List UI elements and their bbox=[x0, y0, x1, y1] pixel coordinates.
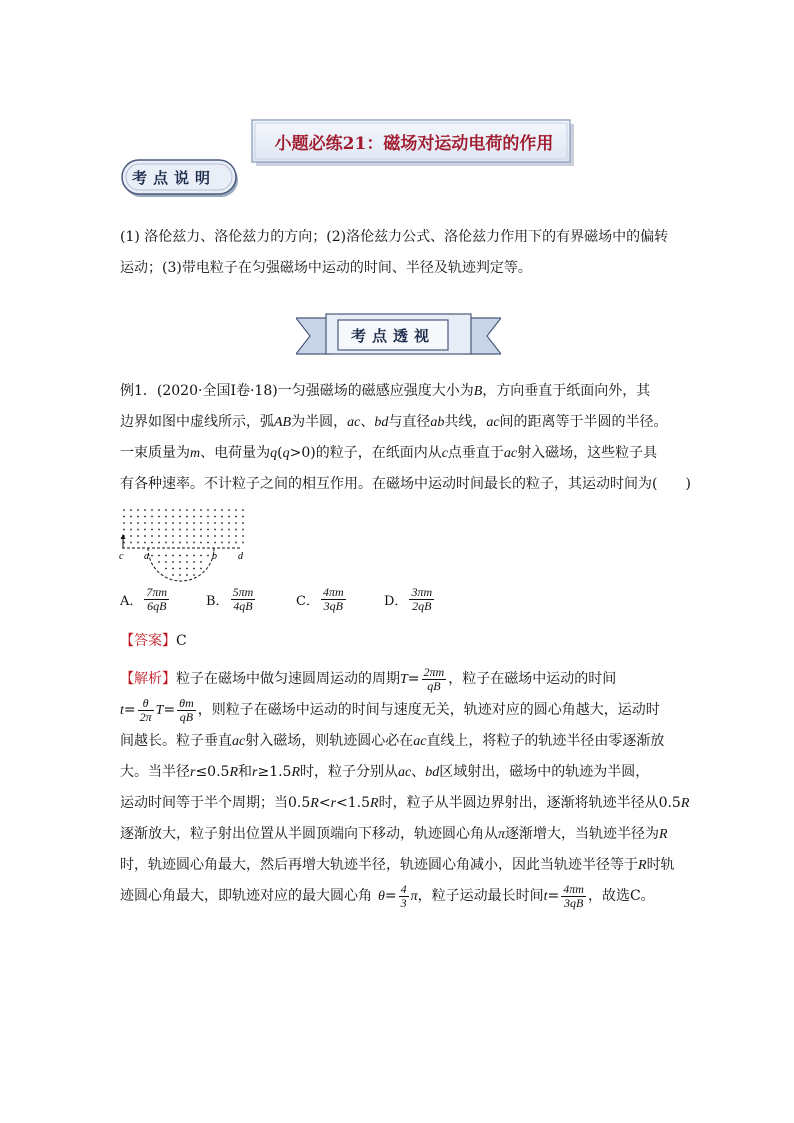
field-dot bbox=[130, 516, 132, 518]
field-dot bbox=[193, 535, 195, 537]
field-dot bbox=[235, 535, 237, 537]
field-dot bbox=[207, 516, 209, 518]
field-dot bbox=[242, 542, 244, 544]
field-dot bbox=[158, 535, 160, 537]
field-dot bbox=[214, 535, 216, 537]
field-dot bbox=[186, 574, 188, 576]
field-dot bbox=[207, 555, 209, 557]
field-dot bbox=[193, 529, 195, 531]
field-dot bbox=[179, 568, 181, 570]
question-line-2: 边界如图中虚线所示，弧AB为半圆，ac、bd与直径ab共线，ac间的距离等于半圆的半径。 bbox=[120, 414, 668, 430]
analysis-line-3: 间越长。粒子垂直ac射入磁场，则轨迹圆心必在ac直线上，将粒子的轨迹半径由零逐渐放 bbox=[120, 733, 665, 749]
field-dot bbox=[221, 529, 223, 531]
field-dot bbox=[186, 535, 188, 537]
field-dot bbox=[137, 542, 139, 544]
field-dot bbox=[144, 542, 146, 544]
field-dot bbox=[165, 529, 167, 531]
field-dot bbox=[200, 529, 202, 531]
field-dot bbox=[186, 561, 188, 563]
field-dot bbox=[165, 522, 167, 524]
field-dot bbox=[214, 529, 216, 531]
analysis-line-4: 大。当半径r≤0.5R和r≥1.5R时，粒子分别从ac、bd区域射出，磁场中的轨迹为半圆， bbox=[120, 764, 650, 780]
magnetic-field-figure bbox=[116, 504, 252, 582]
field-dot bbox=[158, 516, 160, 518]
field-dot bbox=[144, 509, 146, 511]
field-dot bbox=[172, 555, 174, 557]
field-dot bbox=[158, 561, 160, 563]
badge-explain bbox=[120, 158, 242, 202]
explain-line-1: (1) 洛伦兹力、洛伦兹力的方向；(2)洛伦兹力公式、洛伦兹力作用下的有界磁场中的偏转 bbox=[120, 229, 669, 245]
field-dot bbox=[200, 568, 202, 570]
field-dot bbox=[172, 574, 174, 576]
label-c: c bbox=[119, 551, 124, 562]
field-dot bbox=[193, 516, 195, 518]
field-dot bbox=[186, 516, 188, 518]
badge-analysis bbox=[296, 312, 501, 360]
field-dot bbox=[123, 509, 125, 511]
field-dot bbox=[186, 509, 188, 511]
example-question bbox=[120, 376, 690, 500]
field-dot bbox=[179, 561, 181, 563]
badge-explain-label: 考点说明 bbox=[132, 169, 217, 187]
field-dot bbox=[193, 542, 195, 544]
field-dot bbox=[165, 509, 167, 511]
field-dot bbox=[193, 561, 195, 563]
question-line-1: 例1．(2020·全国Ⅰ卷·18)一匀强磁场的磁感应强度大小为B，方向垂直于纸面向外，其 bbox=[120, 383, 651, 399]
field-dot bbox=[179, 555, 181, 557]
field-dot bbox=[179, 542, 181, 544]
field-dot bbox=[123, 516, 125, 518]
question-line-3: 一束质量为m、电荷量为q(q>0)的粒子，在纸面内从c点垂直于ac射入磁场，这些粒子具 bbox=[120, 445, 658, 461]
field-dot bbox=[137, 522, 139, 524]
field-dot bbox=[207, 529, 209, 531]
analysis-line-5: 运动时间等于半个周期；当0.5R<r<1.5R时，粒子从半圆边界射出，逐渐将轨迹半径从0.5R bbox=[120, 795, 690, 811]
field-dot bbox=[158, 522, 160, 524]
field-dot bbox=[130, 529, 132, 531]
field-dot bbox=[242, 509, 244, 511]
field-dot bbox=[186, 568, 188, 570]
field-dot bbox=[137, 535, 139, 537]
field-dot bbox=[151, 542, 153, 544]
field-dot bbox=[144, 516, 146, 518]
field-dot bbox=[165, 542, 167, 544]
field-dot bbox=[130, 542, 132, 544]
field-dot bbox=[207, 522, 209, 524]
field-dot bbox=[144, 535, 146, 537]
field-dot bbox=[235, 509, 237, 511]
field-dot bbox=[172, 535, 174, 537]
field-dot bbox=[151, 555, 153, 557]
field-dot bbox=[172, 568, 174, 570]
field-dot bbox=[228, 516, 230, 518]
label-d: d bbox=[238, 551, 243, 562]
field-dot bbox=[165, 561, 167, 563]
label-a: a bbox=[144, 551, 149, 562]
field-dot bbox=[242, 529, 244, 531]
field-dot bbox=[186, 555, 188, 557]
field-dot bbox=[235, 529, 237, 531]
field-dot bbox=[207, 509, 209, 511]
field-dot bbox=[214, 522, 216, 524]
question-line-4: 有各种速率。不计粒子之间的相互作用。在磁场中运动时间最长的粒子，其运动时间为( ) bbox=[120, 476, 691, 492]
field-dot bbox=[123, 529, 125, 531]
field-dot bbox=[172, 516, 174, 518]
field-dot bbox=[221, 535, 223, 537]
field-dot bbox=[221, 509, 223, 511]
field-dot bbox=[221, 542, 223, 544]
field-dot bbox=[200, 516, 202, 518]
field-dot bbox=[137, 529, 139, 531]
analysis-line-7: 时，轨迹圆心角最大，然后再增大轨迹半径，轨迹圆心角减小，因此当轨迹半径等于R时轨 bbox=[120, 857, 675, 873]
field-dot bbox=[242, 516, 244, 518]
answer-tag: 【答案】 bbox=[120, 633, 176, 649]
field-dot bbox=[137, 516, 139, 518]
field-dot bbox=[214, 516, 216, 518]
semicircle-arc bbox=[148, 548, 214, 581]
answer-line bbox=[120, 630, 187, 650]
field-dot bbox=[200, 561, 202, 563]
field-dot bbox=[179, 574, 181, 576]
field-dot bbox=[179, 522, 181, 524]
field-dot bbox=[207, 542, 209, 544]
field-dot bbox=[193, 509, 195, 511]
field-dot bbox=[235, 516, 237, 518]
badge-analysis-label: 考点透视 bbox=[351, 327, 436, 345]
field-dot bbox=[151, 522, 153, 524]
field-dot bbox=[172, 509, 174, 511]
field-dot bbox=[207, 535, 209, 537]
field-dot bbox=[186, 542, 188, 544]
field-dot bbox=[186, 522, 188, 524]
analysis-line-6: 逐渐放大，粒子射出位置从半圆顶端向下移动，轨迹圆心角从π逐渐增大，当轨迹半径为R bbox=[120, 826, 668, 842]
field-dot bbox=[242, 535, 244, 537]
field-dot bbox=[151, 535, 153, 537]
field-dot bbox=[200, 542, 202, 544]
field-dot bbox=[172, 561, 174, 563]
field-dot bbox=[165, 568, 167, 570]
field-dot bbox=[235, 522, 237, 524]
field-diagram bbox=[116, 504, 252, 582]
field-dot bbox=[179, 516, 181, 518]
field-dots bbox=[123, 509, 244, 576]
title-banner bbox=[250, 118, 578, 170]
field-dot bbox=[158, 555, 160, 557]
field-dot bbox=[214, 509, 216, 511]
field-dot bbox=[228, 542, 230, 544]
field-dot bbox=[193, 574, 195, 576]
label-b: b bbox=[212, 551, 217, 562]
field-dot bbox=[200, 535, 202, 537]
field-dot bbox=[214, 542, 216, 544]
field-dot bbox=[137, 509, 139, 511]
field-dot bbox=[228, 529, 230, 531]
field-dot bbox=[200, 522, 202, 524]
field-dot bbox=[130, 535, 132, 537]
field-dot bbox=[151, 509, 153, 511]
explain-paragraph bbox=[120, 222, 680, 284]
field-dot bbox=[158, 542, 160, 544]
field-dot bbox=[179, 535, 181, 537]
field-dot bbox=[200, 555, 202, 557]
analysis-line-1: 【解析】粒子在磁场中做匀速圆周运动的周期T= $\frac{2\pi m}{qB}$ ，粒子在磁场中运动的时间 bbox=[120, 664, 617, 693]
field-dot bbox=[179, 509, 181, 511]
field-dot bbox=[130, 522, 132, 524]
field-dot bbox=[172, 522, 174, 524]
field-dot bbox=[144, 529, 146, 531]
field-dot bbox=[165, 516, 167, 518]
answer-value: C bbox=[176, 633, 187, 649]
field-dot bbox=[151, 516, 153, 518]
field-dot bbox=[242, 522, 244, 524]
field-dot bbox=[165, 555, 167, 557]
entry-arrowhead bbox=[121, 534, 126, 539]
field-dot bbox=[179, 529, 181, 531]
field-dot bbox=[235, 542, 237, 544]
field-dot bbox=[186, 529, 188, 531]
explain-line-2: 运动；(3)带电粒子在匀强磁场中运动的时间、半径及轨迹判定等。 bbox=[120, 260, 532, 276]
field-dot bbox=[172, 529, 174, 531]
page-title: 小题必练21：磁场对运动电荷的作用 bbox=[274, 134, 554, 154]
field-dot bbox=[158, 509, 160, 511]
field-dot bbox=[165, 535, 167, 537]
field-dot bbox=[193, 568, 195, 570]
field-dot bbox=[151, 529, 153, 531]
field-dot bbox=[221, 522, 223, 524]
field-dot bbox=[193, 555, 195, 557]
field-dot bbox=[158, 529, 160, 531]
field-dot bbox=[200, 509, 202, 511]
field-dot bbox=[228, 509, 230, 511]
option-d[interactable]: D． $\frac{3\pi m}{2qB}$ bbox=[384, 585, 433, 613]
field-dot bbox=[221, 516, 223, 518]
field-dot bbox=[130, 509, 132, 511]
analysis-paragraph bbox=[120, 664, 690, 912]
field-dot bbox=[193, 522, 195, 524]
field-dot bbox=[172, 542, 174, 544]
option-a[interactable]: A． $\frac{7\pi m}{6qB}$ bbox=[120, 585, 168, 613]
analysis-line-2: t= $\frac{\theta}{2\pi}$ T= $\frac{\theta m}{qB}$ ，则粒子在磁场中运动的时间与速度无关，轨迹对应的圆心角越大，运动时 bbox=[120, 695, 660, 724]
field-dot bbox=[123, 522, 125, 524]
analysis-line-8: 迹圆心角最大，即轨迹对应的最大圆心角 θ= $\frac{4}{3}$ π，粒子运动最长时间t= $\frac{4\pi m}{3qB}$ ，故选C。 bbox=[120, 881, 655, 910]
option-c[interactable]: C． $\frac{4\pi m}{3qB}$ bbox=[296, 585, 344, 613]
field-dot bbox=[144, 522, 146, 524]
field-dot bbox=[228, 522, 230, 524]
field-dot bbox=[228, 535, 230, 537]
option-b[interactable]: B． $\frac{5\pi m}{4qB}$ bbox=[206, 585, 254, 613]
